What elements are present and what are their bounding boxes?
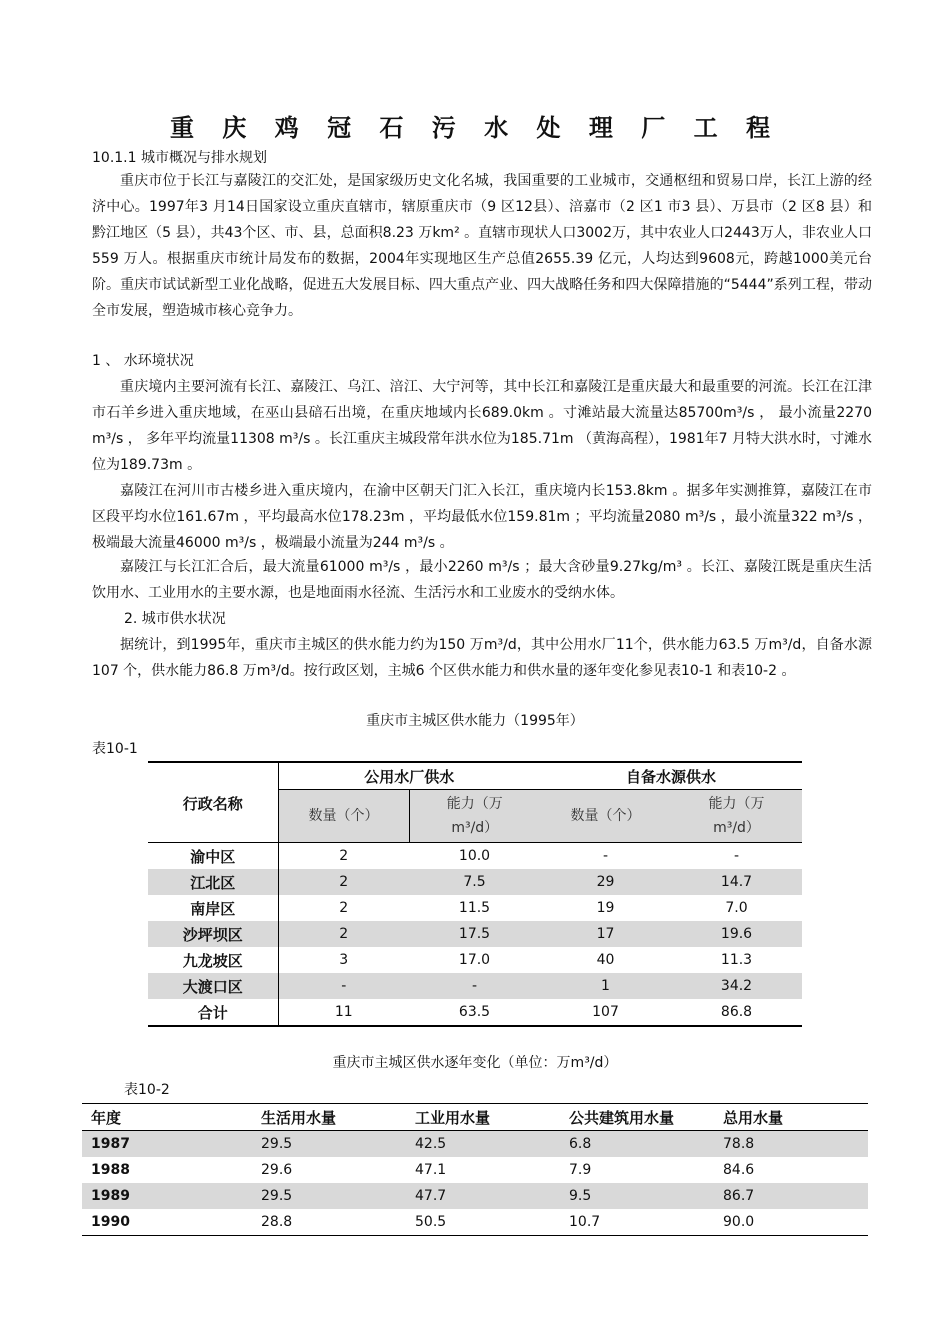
cell-value: 86.7 [714,1183,868,1209]
cell-count: - [278,973,409,999]
water-usage-by-year-table [82,1103,868,1236]
cell-capacity: 19.6 [671,921,802,947]
table-row [148,895,802,921]
district-name: 渝中区 [148,843,278,870]
table-row [148,843,802,870]
cell-value: 47.1 [415,1162,447,1178]
column-header-public-building: 公共建筑用水量 [560,1104,714,1131]
paragraph-city-overview: 重庆市位于长江与嘉陵江的交汇处，是国家级历史文化名城，我国重要的工业城市，交通枢纽和贸易口岸，长江上游的经济中心。1997年3 月14日国家设立重庆直辖市，辖原重庆市（9 区12县）、涪嘉市（2 区1 市3 县）、万县市（2 区8 县）和黔江地区（5 县），共43个区、市、县，总面积8.23 万km² 。直辖市现状人口3002万，其中农业人口2443万人，非农业人口559 万人。根据重庆市统计局发布的数据，2004年实现地区生产总值2655.39 亿元，人均达到9608元，跨越1000美元台阶。重庆市试试新型工业化战略，促进五大发展目标、四大重点产业、四大战略任务和四大保障措施的“5444”系列工程，带动全市发展，塑造城市核心竞争力。 [92,173,872,319]
column-header-industrial: 工业用水量 [406,1104,560,1131]
cell-value: 28.8 [261,1214,293,1230]
district-name: 九龙坡区 [148,947,278,973]
district-name: 南岸区 [148,895,278,921]
column-header-count: 数量（个） [540,790,671,843]
heading-water-supply: 2. 城市供水状况 [124,611,226,627]
cell-capacity: 7.0 [725,900,748,916]
cell-value: 29.5 [252,1183,406,1209]
cell-capacity: 86.8 [720,1004,753,1020]
table-row [148,869,802,895]
cell-count: 19 [596,900,615,916]
cell-capacity: - [409,973,540,999]
cell-value: 47.7 [406,1183,560,1209]
cell-value: 6.8 [560,1131,714,1158]
table1-label: 表10-1 [92,741,138,757]
cell-year: 1988 [91,1162,130,1178]
cell-count: 2 [339,848,349,864]
cell-count: 40 [596,952,615,968]
cell-capacity: 14.7 [671,869,802,895]
table-row-total [148,999,802,1026]
district-name: 沙坪坝区 [148,921,278,947]
cell-value: 7.9 [569,1162,592,1178]
cell-count: 2 [278,869,409,895]
column-header-capacity: 能力（万m³/d） [409,790,540,843]
table-row [82,1131,868,1158]
cell-value: 84.6 [723,1162,755,1178]
cell-capacity: 7.5 [409,869,540,895]
cell-value: 50.5 [415,1214,447,1230]
cell-year: 1987 [82,1131,252,1158]
cell-count: 2 [278,921,409,947]
cell-year: 1989 [82,1183,252,1209]
cell-capacity: 17.5 [409,921,540,947]
table-row [82,1183,868,1209]
district-name: 江北区 [148,869,278,895]
table1-caption: 重庆市主城区供水能力（1995年） [366,713,584,729]
cell-year: 1990 [91,1214,130,1230]
document-title: 重 庆 鸡 冠 石 污 水 处 理 厂 工 程 [170,113,780,142]
paragraph-confluence: 嘉陵江与长江汇合后，最大流量61000 m³/s ，最小2260 m³/s ；最大含砂量9.27kg/m³ 。长江、嘉陵江既是重庆生活饮用水、工业用水的主要水源，也是地面雨水径流、生活污水和工业废水的受纳水体。 [92,559,872,601]
column-group-self-supply: 自备水源供水 [540,762,802,790]
cell-value: 10.7 [569,1214,601,1230]
table2-label: 表10-2 [124,1082,170,1098]
cell-count: 11 [334,1004,353,1020]
column-group-public-waterworks: 公用水厂供水 [278,762,540,790]
cell-value: 29.6 [261,1162,293,1178]
table2-caption: 重庆市主城区供水逐年变化（单位：万m³/d） [332,1055,618,1071]
heading-water-environment: 1 、 水环境状况 [92,353,194,369]
column-header-domestic: 生活用水量 [252,1104,406,1131]
table-row [148,921,802,947]
column-header-total: 总用水量 [714,1104,868,1131]
column-header-year: 年度 [82,1104,252,1131]
column-header-capacity: 能力（万m³/d） [671,790,802,843]
cell-count: 1 [540,973,671,999]
cell-capacity: 17.0 [458,952,491,968]
cell-count: 2 [339,900,349,916]
table-row [148,973,802,999]
section-heading: 10.1.1 城市概况与排水规划 [92,150,267,166]
cell-value: 29.5 [252,1131,406,1158]
paragraph-water-supply: 据统计，到1995年，重庆市主城区的供水能力约为150 万m³/d，其中公用水厂11个，供水能力63.5 万m³/d，自备水源107 个，供水能力86.8 万m³/d。按行政区划，主城6 个区供水能力和供水量的逐年变化参见表10-1 和表10-2 。 [92,637,872,679]
cell-capacity: 11.5 [458,900,491,916]
water-supply-capacity-table [148,761,802,1027]
table-row [82,1157,868,1183]
cell-count: 3 [339,952,349,968]
cell-capacity: 34.2 [671,973,802,999]
cell-value: 90.0 [723,1214,755,1230]
district-name: 合计 [148,999,278,1026]
cell-count: - [602,848,609,864]
paragraph-jialing-river: 嘉陵江在河川市古楼乡进入重庆境内，在渝中区朝天门汇入长江，重庆境内长153.8km 。据多年实测推算，嘉陵江在市区段平均水位161.67m ，平均最高水位178.23m ，平均最低水位159.81m ；平均流量2080 m³/s ，最小流量322 m³/s ，极端最大流量46000 m³/s ，极端最小流量为244 m³/s 。 [92,483,872,551]
district-name: 大渡口区 [148,973,278,999]
cell-capacity: 63.5 [458,1004,491,1020]
cell-count: 29 [540,869,671,895]
cell-count: 107 [592,1004,619,1020]
table-row [148,947,802,973]
cell-capacity: 10.0 [458,848,491,864]
table-row [82,1209,868,1236]
cell-value: 78.8 [714,1131,868,1158]
column-header-count: 数量（个） [278,790,409,843]
column-header-district: 行政名称 [148,762,278,843]
paragraph-rivers: 重庆境内主要河流有长江、嘉陵江、乌江、涪江、大宁河等，其中长江和嘉陵江是重庆最大和最重要的河流。长江在江津市石羊乡进入重庆地域，在巫山县碚石出境，在重庆地域内长689.0km 。寸滩站最大流量达85700m³/s ， 最小流量2270 m³/s ， 多年平均流量11308 m³/s 。长江重庆主城段常年洪水位为185.71m （黄海高程），1981年7 月特大洪水时，寸滩水位为189.73m 。 [92,379,872,473]
cell-capacity: 11.3 [720,952,753,968]
cell-value: 9.5 [560,1183,714,1209]
cell-count: 17 [540,921,671,947]
cell-capacity: - [733,848,740,864]
cell-value: 42.5 [406,1131,560,1158]
